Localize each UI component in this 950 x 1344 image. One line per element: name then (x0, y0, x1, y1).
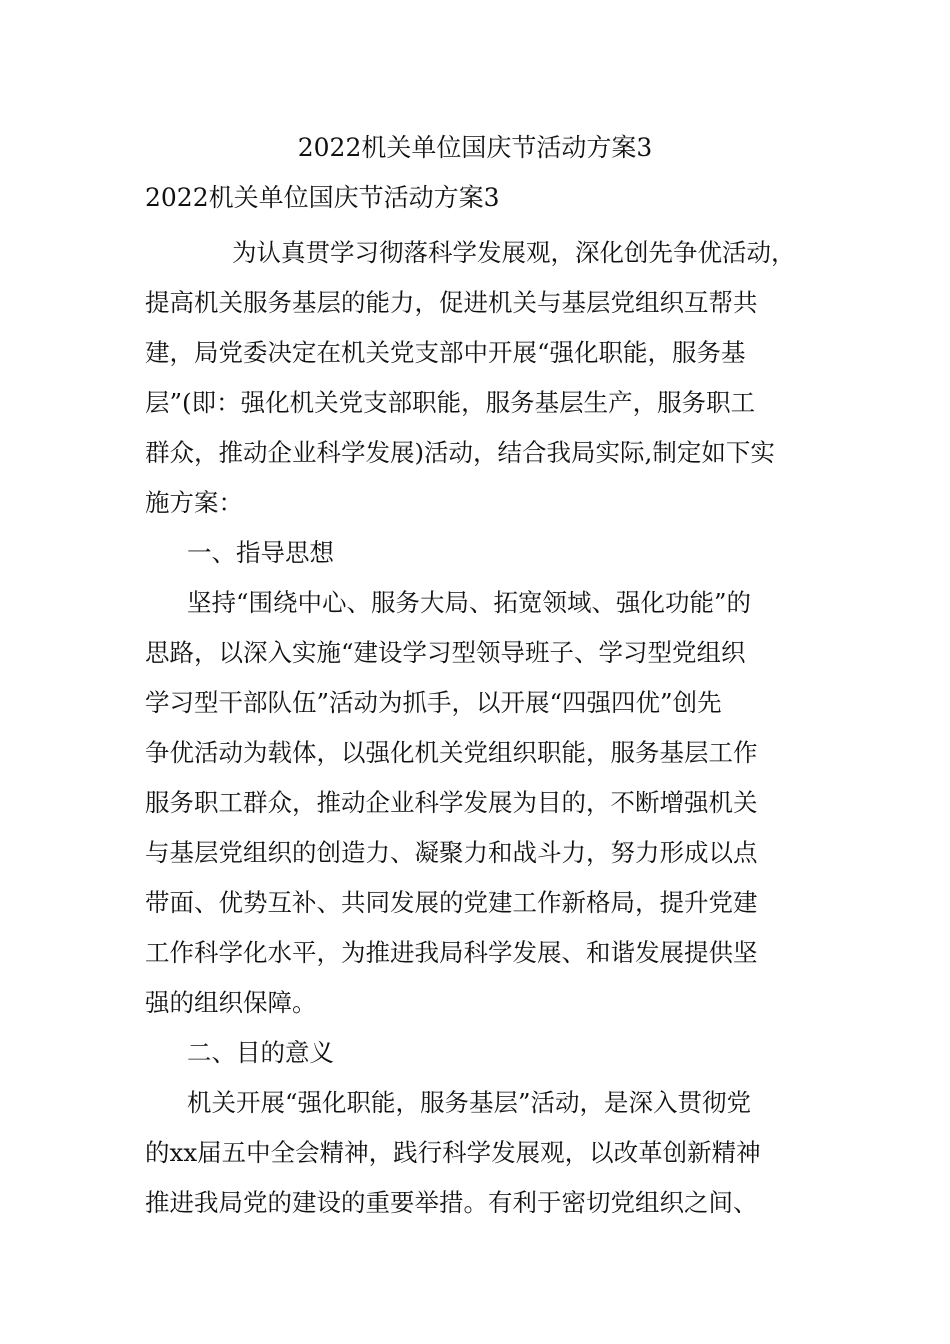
paragraph-line: 服务职工群众，推动企业科学发展为目的，不断增强机关 (145, 788, 758, 817)
document-title: 2022机关单位国庆节活动方案3 (297, 133, 653, 162)
paragraph-line: 推进我局党的建设的重要举措。有利于密切党组织之间、 (145, 1188, 758, 1217)
paragraph-line: 坚持“围绕中心、服务大局、拓宽领域、强化功能”的 (187, 588, 752, 617)
paragraph-line: 的xx届五中全会精神，践行科学发展观，以改革创新精神 (145, 1138, 761, 1167)
document-body (145, 228, 810, 1228)
paragraph-line: 工作科学化水平，为推进我局科学发展、和谐发展提供坚 (145, 938, 758, 967)
paragraph-line: 带面、优势互补、共同发展的党建工作新格局，提升党建 (145, 888, 758, 917)
paragraph-line: 思路，以深入实施“建设学习型领导班子、学习型党组织 (145, 638, 746, 667)
paragraph-line: 学习型干部队伍”活动为抓手，以开展“四强四优”创先 (145, 688, 722, 717)
paragraph-line: 提高机关服务基层的能力，促进机关与基层党组织互帮共 (145, 288, 758, 317)
paragraph-line: 施方案： (145, 488, 243, 517)
paragraph-line: 群众，推动企业科学发展)活动，结合我局实际,制定如下实 (145, 438, 775, 467)
document-subtitle: 2022机关单位国庆节活动方案3 (145, 183, 500, 212)
paragraph-line: 为认真贯学习彻落科学发展观，深化创先争优活动， (232, 238, 796, 267)
paragraph-line: 机关开展“强化职能，服务基层”活动，是深入贯彻党 (187, 1088, 752, 1117)
section-heading-purpose: 二、目的意义 (187, 1038, 334, 1067)
paragraph-line: 层”(即：强化机关党支部职能，服务基层生产，服务职工 (145, 388, 756, 417)
paragraph-line: 争优活动为载体，以强化机关党组织职能，服务基层工作 (145, 738, 758, 767)
paragraph-line: 与基层党组织的创造力、凝聚力和战斗力，努力形成以点 (145, 838, 758, 867)
paragraph-line: 强的组织保障。 (145, 988, 317, 1017)
section-heading-guiding-ideology: 一、指导思想 (187, 538, 334, 567)
paragraph-line: 建，局党委决定在机关党支部中开展“强化职能，服务基 (145, 338, 746, 367)
